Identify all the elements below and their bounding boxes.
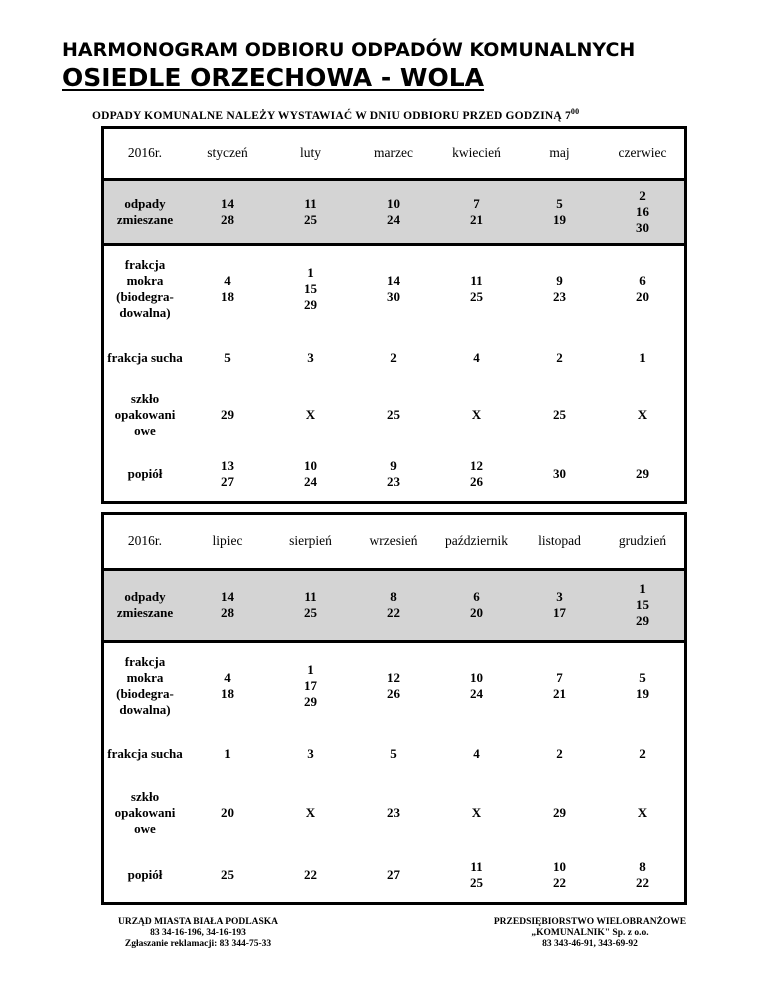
schedule-table-second-half — [104, 515, 684, 902]
date-value: 5 — [556, 195, 563, 211]
date-value: 21 — [553, 685, 566, 701]
date-value: 25 — [387, 407, 400, 422]
table-row-wet-fraction — [104, 641, 684, 729]
table-row-dry-fraction — [104, 332, 684, 383]
date-cell — [518, 729, 601, 779]
date-value: 28 — [221, 211, 234, 227]
date-value: 29 — [636, 466, 649, 481]
date-value: 19 — [636, 685, 649, 701]
table-row-ash — [104, 847, 684, 902]
date-cell — [518, 641, 601, 729]
date-value: 12 — [387, 669, 400, 685]
date-cell — [435, 244, 518, 332]
date-value: 14 — [221, 589, 234, 604]
date-value: 27 — [221, 474, 234, 489]
date-value: 29 — [221, 407, 234, 422]
date-value: 17 — [304, 677, 317, 693]
date-cell — [269, 569, 352, 641]
date-value: 7 — [556, 669, 563, 685]
date-value: 21 — [470, 211, 483, 227]
date-cell — [352, 729, 435, 779]
row-label: frakcja mokra (biodegra-dowalna) — [116, 653, 174, 717]
date-value: 1 — [307, 661, 314, 677]
date-value: 22 — [636, 874, 649, 890]
date-value: 2 — [556, 349, 563, 365]
date-value: 4 — [224, 272, 231, 288]
date-cell — [601, 569, 684, 641]
date-cell — [518, 569, 601, 641]
date-cell — [352, 847, 435, 902]
month-header: listopad — [518, 515, 601, 569]
row-label: odpady zmieszane — [104, 179, 186, 244]
date-value: 22 — [387, 605, 400, 620]
date-value: 23 — [387, 474, 400, 489]
notice-hour-superscript: 00 — [570, 107, 580, 116]
date-value: 5 — [390, 746, 397, 761]
table-row-mixed-waste — [104, 569, 684, 641]
date-cell — [352, 244, 435, 332]
month-header: kwiecień — [435, 129, 518, 179]
month-header: styczeń — [186, 129, 269, 179]
date-value: 1 — [639, 581, 646, 596]
date-value: 8 — [639, 858, 646, 874]
date-value: 2 — [639, 746, 646, 761]
month-header: październik — [435, 515, 518, 569]
date-value: 10 — [387, 195, 400, 211]
date-value: 10 — [470, 669, 483, 685]
date-cell — [186, 779, 269, 847]
date-cell — [601, 847, 684, 902]
footer-complaints-phone: Zgłaszanie reklamacji: 83 344-75-33 — [124, 939, 272, 949]
date-value: 29 — [636, 613, 649, 628]
date-cell — [518, 847, 601, 902]
date-value: 2 — [556, 746, 563, 761]
date-cell — [186, 847, 269, 902]
date-cell — [435, 641, 518, 729]
month-header: wrzesień — [352, 515, 435, 569]
date-value: 30 — [387, 288, 400, 304]
date-value: 3 — [307, 746, 314, 761]
year-label: 2016r. — [104, 129, 186, 179]
date-value: 1 — [307, 264, 314, 280]
date-value: 22 — [553, 874, 566, 890]
date-value: 12 — [470, 458, 483, 473]
date-value: 19 — [553, 211, 566, 227]
date-value: 1 — [224, 746, 231, 761]
date-value: 24 — [387, 211, 400, 227]
date-cell — [269, 641, 352, 729]
date-value: 1 — [639, 349, 646, 365]
date-cell — [269, 383, 352, 447]
date-value: 29 — [304, 296, 317, 312]
date-cell — [435, 179, 518, 244]
month-header: maj — [518, 129, 601, 179]
date-value: 15 — [636, 597, 649, 612]
date-value: 6 — [639, 272, 646, 288]
date-cell — [435, 383, 518, 447]
footer-company-phones: 83 343-46-91, 343-69-92 — [542, 939, 638, 949]
row-label: szkło opakowani owe — [114, 789, 176, 836]
date-cell — [269, 847, 352, 902]
date-value: 5 — [224, 349, 231, 365]
date-value: 30 — [636, 219, 649, 235]
schedule-table-first-half — [104, 129, 684, 501]
date-cell — [186, 383, 269, 447]
date-value: 29 — [304, 693, 317, 709]
row-label: frakcja sucha — [107, 349, 183, 365]
date-value: 15 — [304, 280, 317, 296]
date-value: 22 — [304, 866, 317, 882]
date-cell — [435, 447, 518, 501]
date-cell — [601, 244, 684, 332]
row-label: frakcja sucha — [107, 746, 183, 761]
date-value: 17 — [553, 605, 566, 620]
date-value: 20 — [636, 288, 649, 304]
date-value: 25 — [470, 874, 483, 890]
date-value: 10 — [553, 858, 566, 874]
date-cell — [435, 779, 518, 847]
date-value: X — [471, 805, 482, 820]
date-value: 20 — [470, 605, 483, 620]
date-cell — [352, 383, 435, 447]
month-header: lipiec — [186, 515, 269, 569]
date-value: 11 — [304, 589, 317, 604]
footer-city-office — [93, 917, 303, 950]
month-header: grudzień — [601, 515, 684, 569]
date-value: 14 — [387, 272, 400, 288]
date-cell — [352, 641, 435, 729]
date-value: 24 — [470, 685, 483, 701]
date-cell — [435, 729, 518, 779]
date-value: 25 — [304, 211, 317, 227]
document-title: HARMONOGRAM ODBIORU ODPADÓW KOMUNALNYCH — [62, 39, 636, 61]
date-cell — [186, 641, 269, 729]
date-value: 13 — [221, 458, 234, 473]
month-header: sierpień — [269, 515, 352, 569]
date-cell — [352, 447, 435, 501]
date-cell — [435, 847, 518, 902]
date-value: 20 — [221, 805, 234, 820]
footer-city-office-phones: 83 34-16-196, 34-16-193 — [150, 928, 246, 938]
date-cell — [518, 244, 601, 332]
date-value: 4 — [473, 349, 480, 365]
date-value: 6 — [473, 589, 480, 604]
location-title: OSIEDLE ORZECHOWA - WOLA — [62, 63, 485, 92]
date-value: 11 — [470, 858, 483, 874]
year-label: 2016r. — [104, 515, 186, 569]
date-value: 11 — [304, 195, 317, 211]
date-value: 27 — [387, 866, 400, 882]
table-row-mixed-waste — [104, 179, 684, 244]
footer-company — [470, 917, 710, 950]
date-value: 18 — [221, 288, 234, 304]
table-row-ash — [104, 447, 684, 501]
date-value: 25 — [470, 288, 483, 304]
date-value: 8 — [390, 589, 397, 604]
date-value: 5 — [639, 669, 646, 685]
date-cell — [186, 569, 269, 641]
date-value: 30 — [553, 466, 566, 481]
date-value: 3 — [307, 349, 314, 365]
date-cell — [269, 779, 352, 847]
row-label: odpady zmieszane — [104, 569, 186, 641]
date-value: 3 — [556, 589, 563, 604]
date-cell — [186, 447, 269, 501]
date-cell — [601, 179, 684, 244]
date-cell — [518, 447, 601, 501]
date-value: 18 — [221, 685, 234, 701]
date-cell — [269, 729, 352, 779]
date-value: 7 — [473, 195, 480, 211]
row-label: frakcja mokra (biodegra-dowalna) — [116, 256, 174, 320]
date-cell — [352, 779, 435, 847]
collection-notice — [92, 107, 579, 122]
date-value: X — [471, 407, 482, 422]
date-value: 4 — [473, 746, 480, 761]
date-cell — [435, 332, 518, 383]
date-cell — [518, 383, 601, 447]
table-row-glass — [104, 383, 684, 447]
date-value: 9 — [390, 458, 397, 473]
date-cell — [186, 729, 269, 779]
row-label: popiół — [127, 466, 163, 481]
date-value: X — [637, 407, 648, 422]
row-label: popiół — [127, 866, 163, 882]
date-value: 23 — [387, 805, 400, 820]
date-value: 25 — [304, 605, 317, 620]
date-cell — [601, 383, 684, 447]
date-cell — [352, 179, 435, 244]
date-cell — [186, 179, 269, 244]
date-value: X — [637, 805, 648, 820]
table-row-wet-fraction — [104, 244, 684, 332]
date-value: 24 — [304, 474, 317, 489]
row-label: szkło opakowani owe — [114, 391, 176, 438]
date-cell — [601, 729, 684, 779]
date-value: 29 — [553, 805, 566, 820]
month-header: czerwiec — [601, 129, 684, 179]
date-value: 14 — [221, 195, 234, 211]
date-cell — [601, 779, 684, 847]
date-cell — [269, 179, 352, 244]
table-row-glass — [104, 779, 684, 847]
date-value: X — [305, 407, 316, 422]
date-value: 4 — [224, 669, 231, 685]
date-cell — [269, 244, 352, 332]
footer-company-type: PRZEDSIĘBIORSTWO WIELOBRANŻOWE — [493, 917, 687, 927]
notice-text: ODPADY KOMUNALNE NALEŻY WYSTAWIAĆ W DNIU ODBIORU PRZED GODZINĄ 7 — [92, 109, 571, 122]
date-value: 2 — [390, 349, 397, 365]
date-value: 26 — [470, 474, 483, 489]
date-cell — [269, 332, 352, 383]
date-cell — [269, 447, 352, 501]
month-header-row — [104, 129, 684, 179]
date-value: 10 — [304, 458, 317, 473]
date-value: 2 — [639, 187, 646, 203]
date-value: 9 — [556, 272, 563, 288]
date-cell — [186, 244, 269, 332]
date-value: 11 — [470, 272, 483, 288]
month-header: luty — [269, 129, 352, 179]
date-value: 28 — [221, 605, 234, 620]
footer-city-office-name: URZĄD MIASTA BIAŁA PODLASKA — [117, 917, 279, 927]
date-value: X — [305, 805, 316, 820]
month-header: marzec — [352, 129, 435, 179]
date-cell — [601, 447, 684, 501]
date-cell — [601, 332, 684, 383]
date-cell — [352, 569, 435, 641]
date-cell — [186, 332, 269, 383]
date-value: 25 — [221, 866, 234, 882]
date-value: 16 — [636, 203, 649, 219]
date-value: 25 — [553, 407, 566, 422]
date-value: 26 — [387, 685, 400, 701]
footer-company-name: „KOMUNALNIK" Sp. z o.o. — [531, 928, 649, 938]
date-cell — [435, 569, 518, 641]
date-cell — [518, 179, 601, 244]
table-row-dry-fraction — [104, 729, 684, 779]
date-cell — [601, 641, 684, 729]
date-cell — [518, 332, 601, 383]
month-header-row — [104, 515, 684, 569]
date-cell — [352, 332, 435, 383]
date-value: 23 — [553, 288, 566, 304]
date-cell — [518, 779, 601, 847]
